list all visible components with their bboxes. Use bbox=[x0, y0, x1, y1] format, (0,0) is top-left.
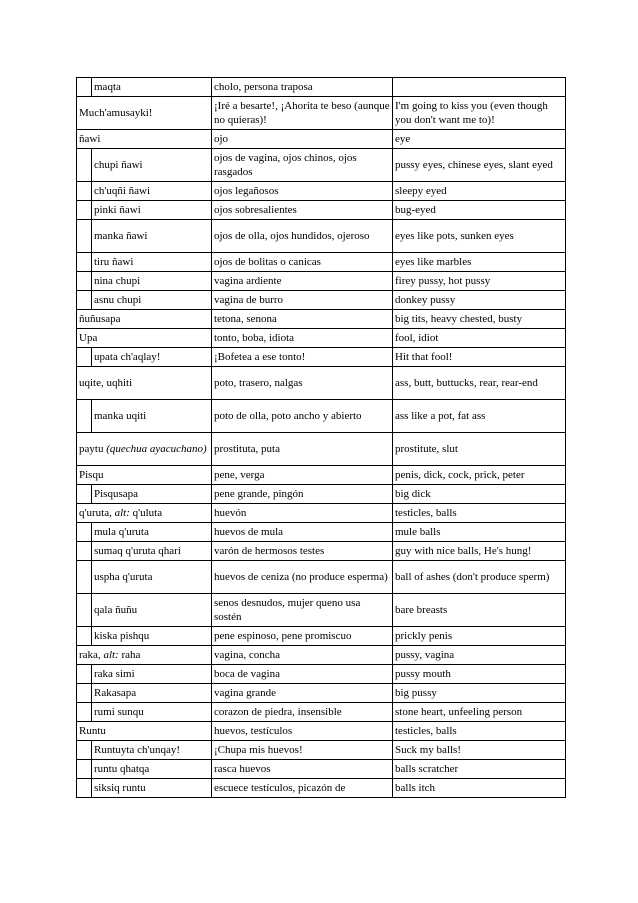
quechua-term: runtu qhatqa bbox=[94, 763, 150, 775]
table-row bbox=[77, 665, 566, 684]
quechua-term-cell bbox=[77, 310, 212, 329]
english-translation bbox=[393, 78, 566, 97]
quechua-term: raka simi bbox=[94, 668, 135, 680]
spanish-translation: ojos de bolitas o canicas bbox=[212, 253, 393, 272]
quechua-term-cell bbox=[92, 561, 212, 594]
quechua-term: asnu chupi bbox=[94, 294, 142, 306]
quechua-term-cell bbox=[92, 220, 212, 253]
table-row bbox=[77, 367, 566, 400]
quechua-term-cell bbox=[92, 523, 212, 542]
document-page bbox=[76, 77, 563, 798]
table-row bbox=[77, 627, 566, 646]
english-translation: eyes like marbles bbox=[393, 253, 566, 272]
quechua-term-cell bbox=[92, 703, 212, 722]
english-translation: Suck my balls! bbox=[393, 741, 566, 760]
indent-cell bbox=[77, 253, 92, 272]
table-row bbox=[77, 272, 566, 291]
spanish-translation: tonto, boba, idiota bbox=[212, 329, 393, 348]
english-translation: ball of ashes (don't produce sperm) bbox=[393, 561, 566, 594]
quechua-term-cell bbox=[77, 130, 212, 149]
indent-cell bbox=[77, 201, 92, 220]
table-row bbox=[77, 400, 566, 433]
spanish-translation: pene grande, pingón bbox=[212, 485, 393, 504]
english-translation: ass, butt, buttucks, rear, rear-end bbox=[393, 367, 566, 400]
quechua-term-cell bbox=[92, 594, 212, 627]
indent-cell bbox=[77, 779, 92, 798]
spanish-translation: rasca huevos bbox=[212, 760, 393, 779]
quechua-term: paytu bbox=[79, 443, 104, 455]
quechua-term-cell bbox=[77, 504, 212, 523]
quechua-term: Pisqu bbox=[79, 469, 104, 481]
indent-cell bbox=[77, 149, 92, 182]
quechua-term: pinki ñawi bbox=[94, 204, 141, 216]
spanish-translation: huevón bbox=[212, 504, 393, 523]
table-row bbox=[77, 542, 566, 561]
indent-cell bbox=[77, 594, 92, 627]
spanish-translation: ¡Iré a besarte!, ¡Ahorita te beso (aunque no quieras)! bbox=[212, 97, 393, 130]
quechua-term-cell bbox=[92, 291, 212, 310]
quechua-term-cell bbox=[92, 485, 212, 504]
quechua-term: siksiq runtu bbox=[94, 782, 146, 794]
indent-cell bbox=[77, 400, 92, 433]
table-row bbox=[77, 329, 566, 348]
quechua-term: Much'amusayki! bbox=[79, 107, 153, 119]
quechua-term-cell bbox=[92, 400, 212, 433]
english-translation: ass like a pot, fat ass bbox=[393, 400, 566, 433]
quechua-variant: raha bbox=[121, 649, 141, 661]
indent-cell bbox=[77, 291, 92, 310]
english-translation: prostitute, slut bbox=[393, 433, 566, 466]
english-translation: big tits, heavy chested, busty bbox=[393, 310, 566, 329]
english-translation: Hit that fool! bbox=[393, 348, 566, 367]
english-translation: guy with nice balls, He's hung! bbox=[393, 542, 566, 561]
spanish-translation: vagina ardiente bbox=[212, 272, 393, 291]
quechua-term-cell bbox=[92, 348, 212, 367]
spanish-translation: huevos de ceniza (no produce esperma) bbox=[212, 561, 393, 594]
spanish-translation: poto, trasero, nalgas bbox=[212, 367, 393, 400]
quechua-term: uqite, uqhiti bbox=[79, 377, 133, 389]
quechua-term-cell bbox=[77, 433, 212, 466]
english-translation: balls scratcher bbox=[393, 760, 566, 779]
table-row bbox=[77, 760, 566, 779]
english-translation: stone heart, unfeeling person bbox=[393, 703, 566, 722]
spanish-translation: ojos legañosos bbox=[212, 182, 393, 201]
english-translation: I'm going to kiss you (even though you don't want me to)! bbox=[393, 97, 566, 130]
indent-cell bbox=[77, 561, 92, 594]
quechua-term-cell bbox=[92, 665, 212, 684]
indent-cell bbox=[77, 760, 92, 779]
table-row bbox=[77, 779, 566, 798]
quechua-term-cell bbox=[92, 741, 212, 760]
quechua-term: tiru ñawi bbox=[94, 256, 134, 268]
indent-cell bbox=[77, 665, 92, 684]
quechua-term: chupi ñawi bbox=[94, 159, 143, 171]
quechua-term-cell bbox=[77, 646, 212, 665]
english-translation: sleepy eyed bbox=[393, 182, 566, 201]
quechua-term: mula q'uruta bbox=[94, 526, 149, 538]
english-translation: pussy mouth bbox=[393, 665, 566, 684]
quechua-term: uspha q'uruta bbox=[94, 571, 153, 583]
spanish-translation: huevos de mula bbox=[212, 523, 393, 542]
table-row bbox=[77, 485, 566, 504]
quechua-term: kiska pishqu bbox=[94, 630, 150, 642]
quechua-term-cell bbox=[92, 78, 212, 97]
table-row bbox=[77, 310, 566, 329]
english-translation: eyes like pots, sunken eyes bbox=[393, 220, 566, 253]
english-translation: eye bbox=[393, 130, 566, 149]
english-translation: bare breasts bbox=[393, 594, 566, 627]
quechua-term: Runtu bbox=[79, 725, 106, 737]
quechua-term-cell bbox=[77, 722, 212, 741]
quechua-term: rumi sunqu bbox=[94, 706, 144, 718]
quechua-term: ñuñusapa bbox=[79, 313, 121, 325]
english-translation: donkey pussy bbox=[393, 291, 566, 310]
quechua-term: q'uruta, bbox=[79, 507, 112, 519]
table-row bbox=[77, 523, 566, 542]
quechua-term: Rakasapa bbox=[94, 687, 137, 699]
quechua-term-cell bbox=[92, 253, 212, 272]
quechua-term: Pisqusapa bbox=[94, 488, 138, 500]
table-row bbox=[77, 201, 566, 220]
spanish-translation: vagina de burro bbox=[212, 291, 393, 310]
quechua-term: ñawi bbox=[79, 133, 101, 145]
spanish-translation: pene espinoso, pene promiscuo bbox=[212, 627, 393, 646]
english-translation: balls itch bbox=[393, 779, 566, 798]
quechua-term-cell bbox=[77, 466, 212, 485]
quechua-term-cell bbox=[77, 97, 212, 130]
spanish-translation: cholo, persona traposa bbox=[212, 78, 393, 97]
indent-cell bbox=[77, 220, 92, 253]
quechua-term: upata ch'aqlay! bbox=[94, 351, 161, 363]
indent-cell bbox=[77, 542, 92, 561]
english-translation: prickly penis bbox=[393, 627, 566, 646]
quechua-term-cell bbox=[77, 367, 212, 400]
english-translation: penis, dick, cock, prick, peter bbox=[393, 466, 566, 485]
english-translation: testicles, balls bbox=[393, 504, 566, 523]
quechua-term: Upa bbox=[79, 332, 98, 344]
quechua-variant-note: alt: bbox=[103, 649, 119, 661]
indent-cell bbox=[77, 627, 92, 646]
spanish-translation: corazon de piedra, insensible bbox=[212, 703, 393, 722]
quechua-term-cell bbox=[92, 779, 212, 798]
quechua-variant: q'uluta bbox=[132, 507, 163, 519]
quechua-term: manka ñawi bbox=[94, 230, 148, 242]
indent-cell bbox=[77, 523, 92, 542]
spanish-translation: prostituta, puta bbox=[212, 433, 393, 466]
quechua-term-cell bbox=[77, 329, 212, 348]
spanish-translation: huevos, testículos bbox=[212, 722, 393, 741]
spanish-translation: senos desnudos, mujer queno usa sostén bbox=[212, 594, 393, 627]
quechua-variant-note: alt: bbox=[114, 507, 130, 519]
english-translation: mule balls bbox=[393, 523, 566, 542]
english-translation: big dick bbox=[393, 485, 566, 504]
indent-cell bbox=[77, 272, 92, 291]
indent-cell bbox=[77, 741, 92, 760]
spanish-translation: ojos de vagina, ojos chinos, ojos rasgados bbox=[212, 149, 393, 182]
glossary-table bbox=[76, 77, 566, 798]
table-row bbox=[77, 253, 566, 272]
table-row bbox=[77, 594, 566, 627]
spanish-translation: ¡Chupa mis huevos! bbox=[212, 741, 393, 760]
spanish-translation: tetona, senona bbox=[212, 310, 393, 329]
indent-cell bbox=[77, 78, 92, 97]
indent-cell bbox=[77, 485, 92, 504]
table-row bbox=[77, 291, 566, 310]
table-row bbox=[77, 561, 566, 594]
spanish-translation: vagina grande bbox=[212, 684, 393, 703]
quechua-term: raka, bbox=[79, 649, 101, 661]
table-row bbox=[77, 433, 566, 466]
indent-cell bbox=[77, 182, 92, 201]
english-translation: testicles, balls bbox=[393, 722, 566, 741]
spanish-translation: poto de olla, poto ancho y abierto bbox=[212, 400, 393, 433]
indent-cell bbox=[77, 703, 92, 722]
table-row bbox=[77, 130, 566, 149]
table-row bbox=[77, 348, 566, 367]
spanish-translation: pene, verga bbox=[212, 466, 393, 485]
quechua-term: qala ñuñu bbox=[94, 604, 138, 616]
spanish-translation: boca de vagina bbox=[212, 665, 393, 684]
spanish-translation: ojos de olla, ojos hundidos, ojeroso bbox=[212, 220, 393, 253]
spanish-translation: varón de hermosos testes bbox=[212, 542, 393, 561]
table-row bbox=[77, 646, 566, 665]
quechua-term: ch'uqñi ñawi bbox=[94, 185, 151, 197]
table-row bbox=[77, 741, 566, 760]
english-translation: pussy eyes, chinese eyes, slant eyed bbox=[393, 149, 566, 182]
english-translation: pussy, vagina bbox=[393, 646, 566, 665]
spanish-translation: ojo bbox=[212, 130, 393, 149]
quechua-term-cell bbox=[92, 542, 212, 561]
english-translation: fool, idiot bbox=[393, 329, 566, 348]
table-row bbox=[77, 182, 566, 201]
table-row bbox=[77, 703, 566, 722]
table-row bbox=[77, 504, 566, 523]
quechua-term-cell bbox=[92, 684, 212, 703]
quechua-term: maqta bbox=[94, 81, 121, 93]
table-row bbox=[77, 78, 566, 97]
table-row bbox=[77, 466, 566, 485]
english-translation: firey pussy, hot pussy bbox=[393, 272, 566, 291]
english-translation: big pussy bbox=[393, 684, 566, 703]
quechua-term-cell bbox=[92, 149, 212, 182]
spanish-translation: vagina, concha bbox=[212, 646, 393, 665]
glossary-table-body bbox=[77, 78, 566, 798]
english-translation: bug-eyed bbox=[393, 201, 566, 220]
table-row bbox=[77, 220, 566, 253]
spanish-translation: escuece testículos, picazón de bbox=[212, 779, 393, 798]
quechua-term: sumaq q'uruta qhari bbox=[94, 545, 181, 557]
quechua-term: nina chupi bbox=[94, 275, 141, 287]
quechua-term: Runtuyta ch'unqay! bbox=[94, 744, 180, 756]
indent-cell bbox=[77, 348, 92, 367]
table-row bbox=[77, 684, 566, 703]
quechua-term-cell bbox=[92, 182, 212, 201]
quechua-term-cell bbox=[92, 272, 212, 291]
quechua-term-cell bbox=[92, 627, 212, 646]
quechua-term-cell bbox=[92, 760, 212, 779]
table-row bbox=[77, 149, 566, 182]
indent-cell bbox=[77, 684, 92, 703]
quechua-variant-note: (quechua ayacuchano) bbox=[106, 443, 207, 455]
spanish-translation: ojos sobresalientes bbox=[212, 201, 393, 220]
spanish-translation: ¡Bofetea a ese tonto! bbox=[212, 348, 393, 367]
table-row bbox=[77, 722, 566, 741]
table-row bbox=[77, 97, 566, 130]
quechua-term: manka uqiti bbox=[94, 410, 147, 422]
quechua-term-cell bbox=[92, 201, 212, 220]
